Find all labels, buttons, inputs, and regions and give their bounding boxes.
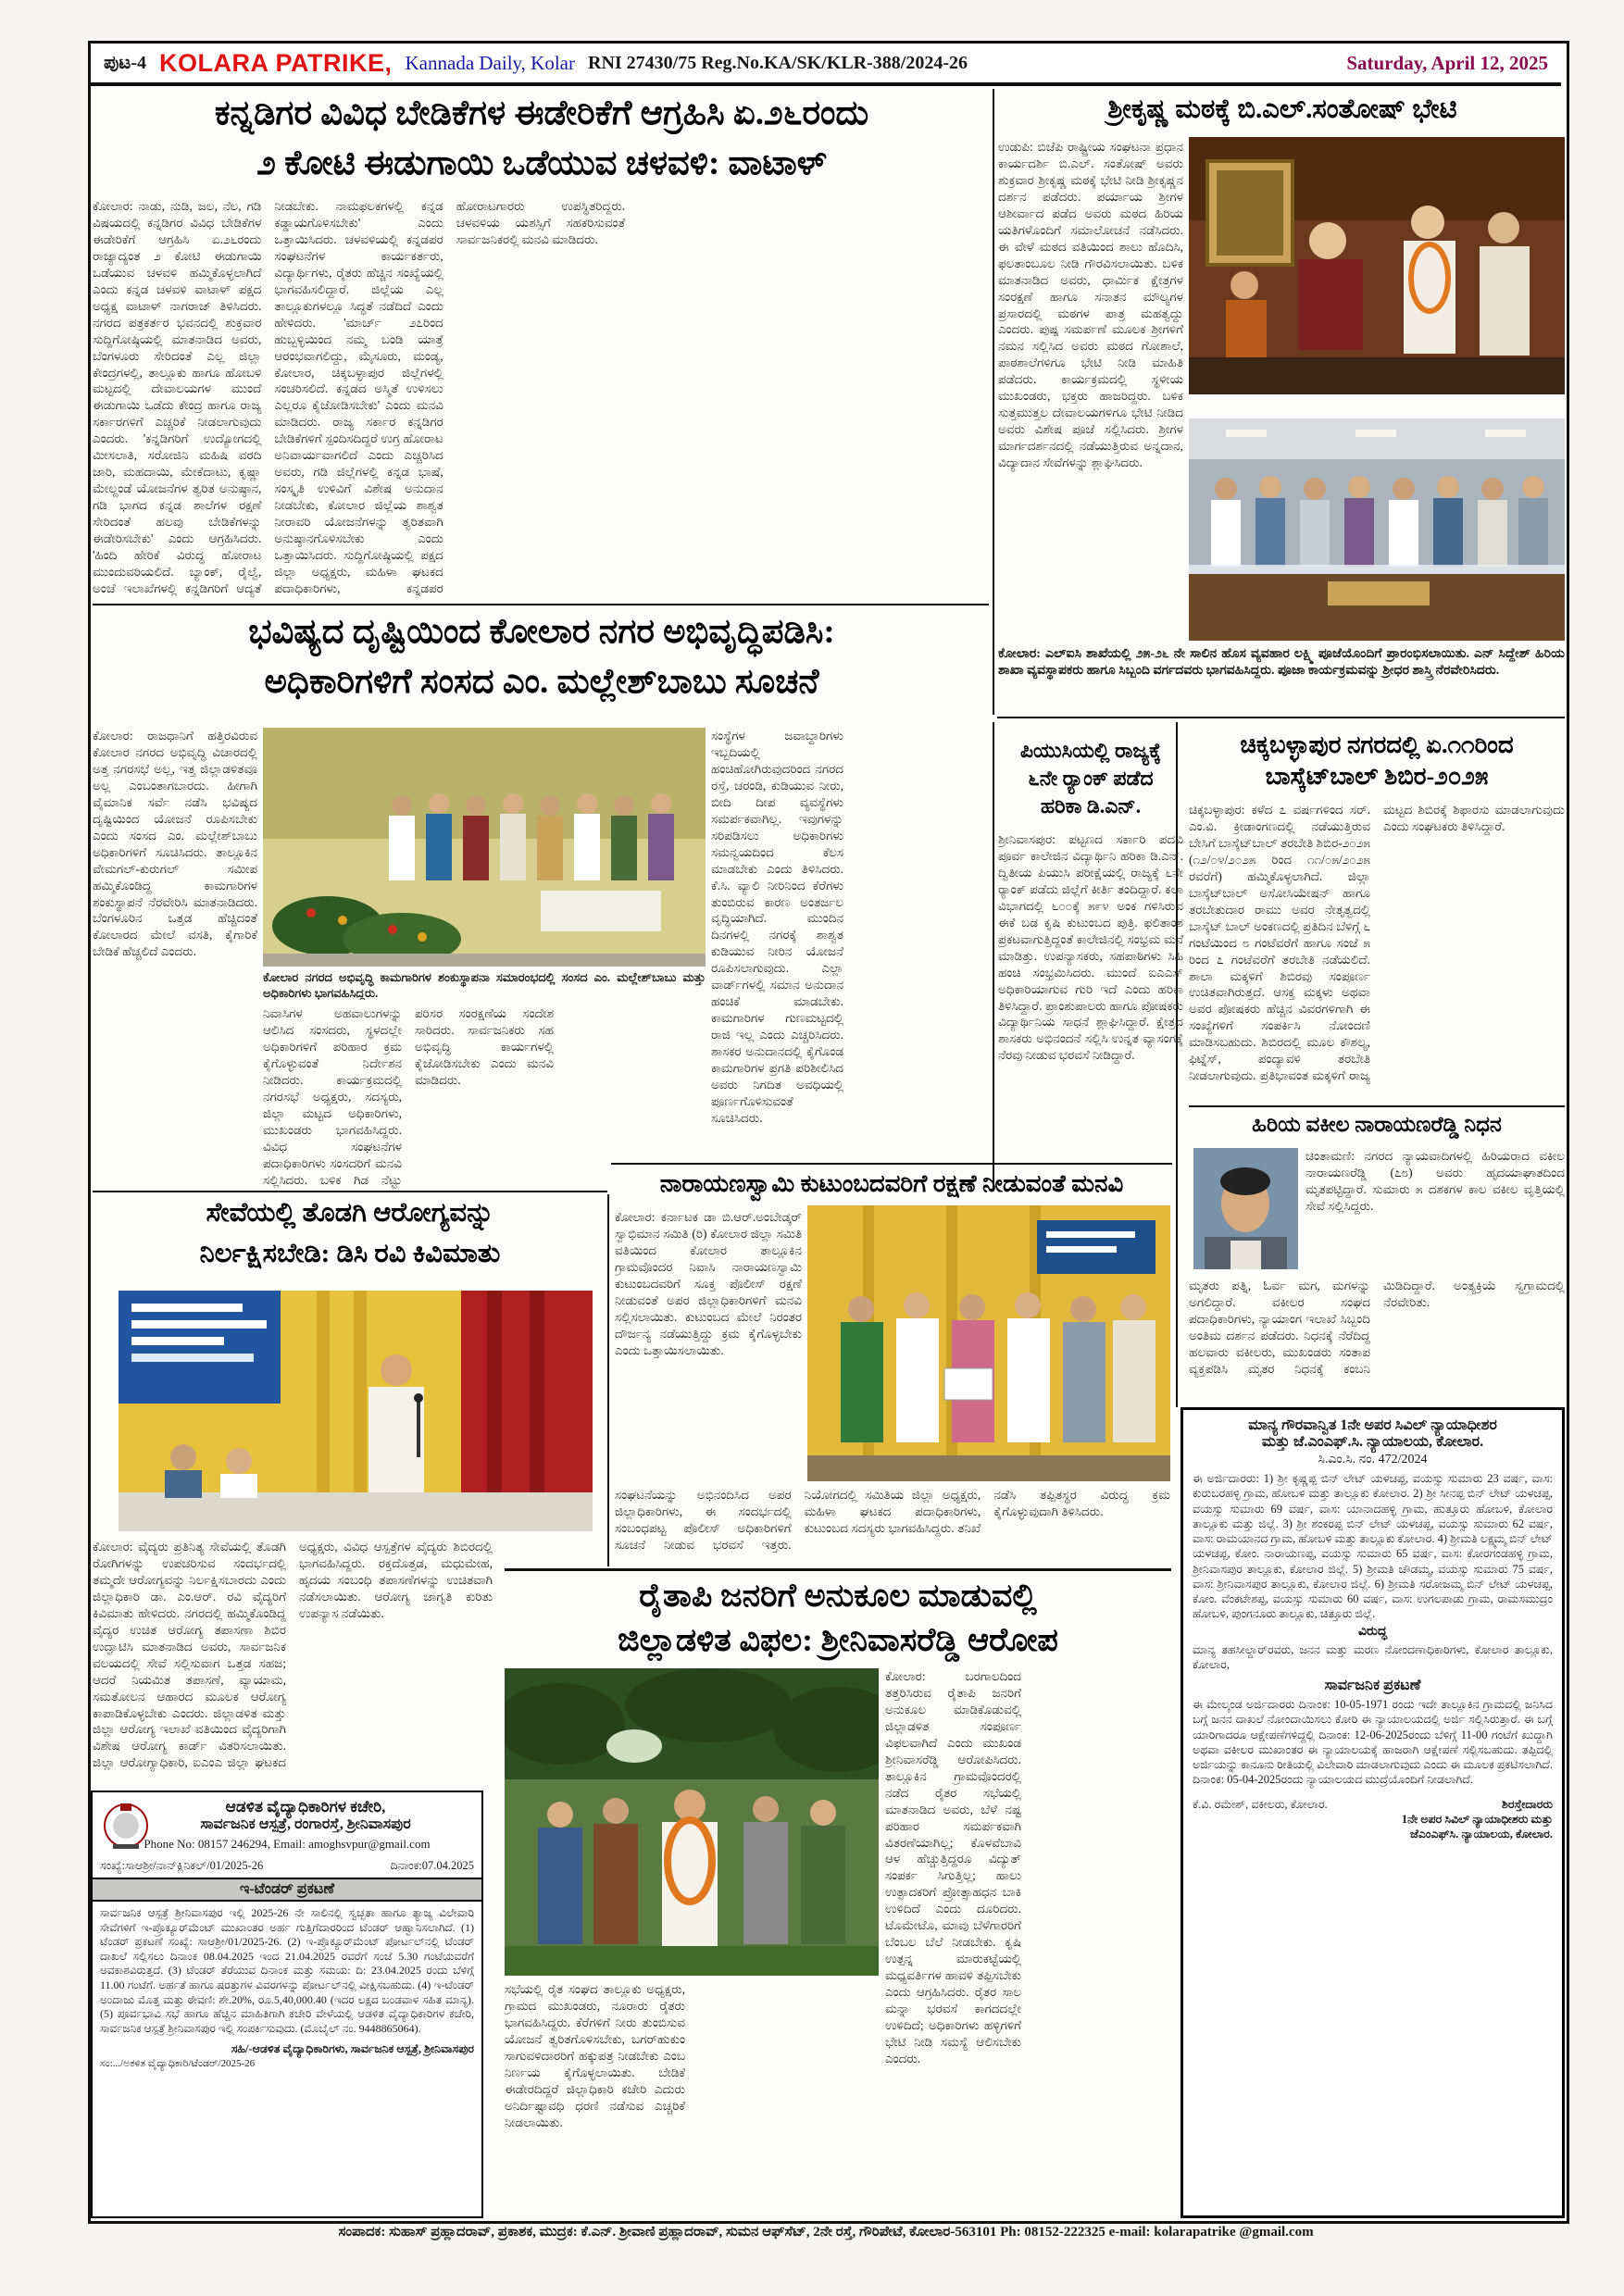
issue-date: Saturday, April 12, 2025 <box>1346 51 1548 74</box>
headline-basketball-line1: ಚಿಕ್ಕಬಳ್ಳಾಪುರ ನಗರದಲ್ಲಿ ಏ.೧೧ರಿಂದ <box>1240 731 1514 758</box>
section-rule <box>611 1163 1172 1165</box>
article-basketball-body: ಚಿಕ್ಕಬಳ್ಳಾಪುರ: ಕಳೆದ ೭ ವರ್ಷಗಳಿಂದ ಸರ್. ಎಂ.ವಿ. ಕ್ರೀಡಾಂಗಣದಲ್ಲಿ ನಡೆಯುತ್ತಿರುವ ಬೇಸಿಗೆ ಬಾಸ್ಕೆಟ್‌ಬಾಲ್ ತರಬೇತಿ ಶಿಬಿರ-೨೦೨೫ (೧೨/೦೪/೨೦೨೫ ರಿಂದ ೧೧/೦೫/೨೦೨೫ ರವರೆಗೆ) ಹಮ್ಮಿಕೊಳ್ಳಲಾಗಿದೆ. ಜಿಲ್ಲಾ ಬಾಸ್ಕೆಟ್‌ಬಾಲ್ ಅಸೋಸಿಯೇಷನ್ ಹಾಗೂ ತರಬೇತುದಾರ ರಾಮು ಅವರ ನೇತೃತ್ವದಲ್ಲಿ ಬಾಸ್ಕೆಟ್ ಬಾಲ್ ಅಂಕಣದಲ್ಲಿ ಪ್ರತಿದಿನ ಬೆಳಿಗ್ಗೆ ೬ ಗಂಟೆಯಿಂದ ೮ ಗಂಟೆವರೆಗೆ ಹಾಗೂ ಸಂಜೆ ೫ ರಿಂದ ೭ ಗಂಟೆವರೆಗೆ ತರಬೇತಿ ನಡೆಯಲಿದೆ. ಶಾಲಾ ಮಕ್ಕಳಿಗೆ ಶಿಬಿರವು ಸಂಪೂರ್ಣ ಉಚಿತವಾಗಿರುತ್ತದೆ. ಆಸಕ್ತ ಮಕ್ಕಳು ಅಥವಾ ಅವರ ಪೋಷಕರು ಹೆಚ್ಚಿನ ವಿವರಗಳಿಗಾಗಿ ಈ ಸಂಖ್ಯೆಗಳಿಗೆ ಸಂಪರ್ಕಿಸಿ ನೋಂದಣಿ ಮಾಡಿಸಬಹುದು. ಶಿಬಿರದಲ್ಲಿ ಮೂಲ ಕೌಶಲ್ಯ, ಫಿಟ್ನೆಸ್, ಪಂದ್ಯಾವಳಿ ತರಬೇತಿ ನೀಡಲಾಗುವುದು. ಪ್ರತಿಭಾವಂತ ಮಕ್ಕಳಿಗೆ ರಾಜ್ಯ ಮಟ್ಟದ ಶಿಬಿರಕ್ಕೆ ಶಿಫಾರಸು ಮಾಡಲಾಗುವುದು ಎಂದು ಸಂಘಟಕರು ತಿಳಿಸಿದ್ದಾರೆ. <box>1189 803 1565 1083</box>
headline-protection: ನಾರಾಯಣಸ್ವಾಮಿ ಕುಟುಂಬದವರಿಗೆ ರಕ್ಷಣೆ ನೀಡುವಂತೆ ಮನವಿ <box>659 1170 1124 1197</box>
court-parties: ಈ ಅರ್ಜಿದಾರರು: 1) ಶ್ರೀ ಕೃಷ್ಣಪ್ಪ ಬಿನ್ ಲೇಟ್ ಯಳಚಪ್ಪ, ವಯಸ್ಸು ಸುಮಾರು 23 ವರ್ಷ, ವಾಸ: ಕುರುಬರಹಳ್ಳಿ ಗ್ರಾಮ, ಹೋಬಳಿ ಮತ್ತು ತಾಲ್ಲೂಕು ಕೋಲಾರ. 2) ಶ್ರೀ ಸೀನಪ್ಪ ಬಿನ್ ಲೇಟ್ ಯಳಚಪ್ಪ, ವಯಸ್ಸು ಸುಮಾರು 69 ವರ್ಷ, ವಾಸ: ಯಾನಾದಹಳ್ಳಿ ಗ್ರಾಮ, ಹುತ್ತೂರು ಹೋಬಳಿ, ಕೋಲಾರ ತಾಲ್ಲೂಕು ಮತ್ತು ಜಿಲ್ಲೆ. 3) ಶ್ರೀ ಶಂಕರಪ್ಪ ಬಿನ್ ಲೇಟ್ ಯಳಚಪ್ಪ, ವಯಸ್ಸು ಸುಮಾರು 62 ವರ್ಷ, ವಾಸ: ರಾಮಯಾನದ ಗ್ರಾಮ, ಹೋಬಳಿ ಮತ್ತು ತಾಲ್ಲೂಕು ಕೋಲಾರ. 4) ಶ್ರೀಮತಿ ಲಕ್ಷ್ಮಮ್ಮ ಬಿನ್ ಲೇಟ್ ಯಳಚಪ್ಪ, ಕೋಂ. ನಾರಾಯಣಪ್ಪ, ವಯಸ್ಸು ಸುಮಾರು 65 ವರ್ಷ, ವಾಸ: ಕೋರಗಂಡಹಳ್ಳಿ ಗ್ರಾಮ, ಶ್ರೀನಿವಾಸಪುರ ತಾಲ್ಲೂಕು, ಕೋಲಾರ ಜಿಲ್ಲೆ. 5) ಶ್ರೀಮತಿ ಚೌಡಮ್ಮ, ವಯಸ್ಸು ಸುಮಾರು 75 ವರ್ಷ, ವಾಸ: ಶ್ರೀನಿವಾಸಪುರ ತಾಲ್ಲೂಕು, ಕೋಲಾರ ಜಿಲ್ಲೆ. 6) ಶ್ರೀಮತಿ ಸರೋಜಮ್ಮ ಬಿನ್ ಲೇಟ್ ಯಳಚಪ್ಪ, ಕೋಂ. ವೆಂಕಟೇಶಪ್ಪ, ವಯಸ್ಸು ಸುಮಾರು 60 ವರ್ಷ, ವಾಸ: ಉಗಲಪಾಡು ಗ್ರಾಮ, ರಾಮಸಮುದ್ರಂ ಹೋಬಳಿ, ಪುಂಗನೂರು ತಾಲ್ಲೂಕು, ಚಿತ್ತೂರು ಜಿಲ್ಲೆ. <box>1193 1472 1553 1621</box>
article-farmers-right-columns: ಕೋಲಾರ: ಬರಗಾಲದಿಂದ ತತ್ತರಿಸಿರುವ ರೈತಾಪಿ ಜನರಿಗೆ ಅನುಕೂಲ ಮಾಡಿಕೊಡುವಲ್ಲಿ ಜಿಲ್ಲಾಡಳಿತ ಸಂಪೂರ್ಣ ವಿಫಲವಾಗಿದೆ ಎಂದು ಮುಖಂಡ ಶ್ರೀನಿವಾಸರೆಡ್ಡಿ ಆರೋಪಿಸಿದರು. ತಾಲ್ಲೂಕಿನ ಗ್ರಾಮವೊಂದರಲ್ಲಿ ನಡೆದ ರೈತರ ಸಭೆಯಲ್ಲಿ ಮಾತನಾಡಿದ ಅವರು, ಬೆಳೆ ನಷ್ಟ ಪರಿಹಾರ ಸಮರ್ಪಕವಾಗಿ ವಿತರಣೆಯಾಗಿಲ್ಲ; ಕೊಳವೆಬಾವಿ ಆಳ ಹೆಚ್ಚುತ್ತಿದ್ದರೂ ವಿದ್ಯುತ್ ಸಂಪರ್ಕ ಸಿಗುತ್ತಿಲ್ಲ; ಹಾಲು ಉತ್ಪಾದಕರಿಗೆ ಪ್ರೋತ್ಸಾಹಧನ ಬಾಕಿ ಉಳಿದಿದೆ ಎಂದು ದೂರಿದರು. ಟೊಮೇಟೊ, ಮಾವು ಬೆಳೆಗಾರರಿಗೆ ಬೆಂಬಲ ಬೆಲೆ ನೀಡಬೇಕು. ಕೃಷಿ ಉತ್ಪನ್ನ ಮಾರುಕಟ್ಟೆಯಲ್ಲಿ ಮಧ್ಯವರ್ತಿಗಳ ಹಾವಳಿ ತಪ್ಪಿಸಬೇಕು ಎಂದು ಆಗ್ರಹಿಸಿದರು. ರೈತರ ಸಾಲ ಮನ್ನಾ ಭರವಸೆ ಕಾಗದದಲ್ಲೇ ಉಳಿದಿದೆ; ಅಧಿಕಾರಿಗಳು ಹಳ್ಳಿಗಳಿಗೆ ಭೇಟಿ ನೀಡಿ ಸಮಸ್ಯೆ ಆಲಿಸಬೇಕು ಎಂದರು. <box>885 1669 1021 2065</box>
headline-development-line1: ಭವಿಷ್ಯದ ದೃಷ್ಟಿಯಿಂದ ಕೋಲಾರ ನಗರ ಅಭಿವೃದ್ಧಿಪಡಿಸಿ: <box>248 613 835 651</box>
rni-registration: RNI 27430/75 Reg.No.KA/SK/KLR-388/2024-26 <box>588 52 968 73</box>
headline-dc-line1: ಸೇವೆಯಲ್ಲಿ ತೊಡಗಿ ಆರೋಗ್ಯವನ್ನು <box>206 1198 494 1228</box>
masthead <box>91 44 1561 86</box>
court-versus: ವಿರುದ್ಧ <box>1357 1624 1388 1639</box>
photo-lic-office <box>1189 418 1565 641</box>
court-name-line2: ಮತ್ತು ಜೆ.ಎಂಎಫ್.ಸಿ. ನ್ಯಾಯಾಲಯ, ಕೋಲಾರ. <box>1261 1434 1484 1450</box>
article-santosh-body: ಉಡುಪಿ: ಬಿಜೆಪಿ ರಾಷ್ಟ್ರೀಯ ಸಂಘಟನಾ ಪ್ರಧಾನ ಕಾರ್ಯದರ್ಶಿ ಬಿ.ಎಲ್. ಸಂತೋಷ್ ಅವರು ಶುಕ್ರವಾರ ಶ್ರೀಕೃಷ್ಣ ಮಠಕ್ಕೆ ಭೇಟಿ ನೀಡಿ ಶ್ರೀಕೃಷ್ಣನ ದರ್ಶನ ಪಡೆದರು. ಪರ್ಯಾಯ ಶ್ರೀಗಳ ಆಶೀರ್ವಾದ ಪಡೆದ ಅವರು ಮಠದ ಹಿರಿಯ ಯತಿಗಳೊಂದಿಗೆ ಸಮಾಲೋಚನೆ ನಡೆಸಿದರು. ಈ ವೇಳೆ ಮಠದ ವತಿಯಿಂದ ಶಾಲು ಹೊದಿಸಿ, ಫಲತಾಂಬೂಲ ನೀಡಿ ಗೌರವಿಸಲಾಯಿತು. ಬಳಿಕ ಮಾತನಾಡಿದ ಅವರು, ಧಾರ್ಮಿಕ ಕ್ಷೇತ್ರಗಳ ಸಂರಕ್ಷಣೆ ಹಾಗೂ ಸನಾತನ ಮೌಲ್ಯಗಳ ಪ್ರಸಾರದಲ್ಲಿ ಮಠಗಳ ಪಾತ್ರ ಮಹತ್ವದ್ದು ಎಂದರು. ಪುಷ್ಪ ಸಮರ್ಪಣೆ ಮೂಲಕ ಶ್ರೀಗಳಿಗೆ ನಮನ ಸಲ್ಲಿಸಿದ ಅವರು ಮಠದ ಗೋಶಾಲೆ, ಪಾಠಶಾಲೆಗಳಿಗೂ ಭೇಟಿ ನೀಡಿ ಮಾಹಿತಿ ಪಡೆದರು. ಕಾರ್ಯಕ್ರಮದಲ್ಲಿ ಸ್ಥಳೀಯ ಮುಖಂಡರು, ಭಕ್ತರು ಹಾಜರಿದ್ದರು. ಬಳಿಕ ಸುತ್ತಮುತ್ತಲ ದೇವಾಲಯಗಳಿಗೂ ಭೇಟಿ ನೀಡಿದ ಅವರು ವಿಶೇಷ ಪೂಜೆ ಸಲ್ಲಿಸಿದರು. ಶ್ರೀಗಳ ಮಾರ್ಗದರ್ಶನದಲ್ಲಿ ನಡೆಯುತ್ತಿರುವ ಅನ್ನದಾನ, ವಿದ್ಯಾದಾನ ಸೇವೆಗಳನ್ನು ಶ್ಲಾಘಿಸಿದರು. <box>998 140 1183 470</box>
article-obituary-body-bottom: ಮೃತರು ಪತ್ನಿ, ಓರ್ವ ಮಗ, ಮಗಳನ್ನು ಅಗಲಿದ್ದಾರೆ. ವಕೀಲರ ಸಂಘದ ಪದಾಧಿಕಾರಿಗಳು, ನ್ಯಾಯಾಂಗ ಇಲಾಖೆ ಸಿಬ್ಬಂದಿ ಅಂತಿಮ ದರ್ಶನ ಪಡೆದರು. ನಿಧನಕ್ಕೆ ನೆರೆದಿದ್ದ ಹಲವಾರು ವಕೀಲರು, ಮುಖಂಡರು ಸಂತಾಪ ವ್ಯಕ್ತಪಡಿಸಿ ಮೃತರ ನಿಧನಕ್ಕೆ ಕಂಬನಿ ಮಿಡಿದಿದ್ದಾರೆ. ಅಂತ್ಯಕ್ರಿಯೆ ಸ್ವಗ್ರಾಮದಲ್ಲಿ ನೆರವೇರಿತು. <box>1189 1279 1565 1376</box>
article-rank-body: ಶ್ರೀನಿವಾಸಪುರ: ಪಟ್ಟಣದ ಸರ್ಕಾರಿ ಪದವಿ ಪೂರ್ವ ಕಾಲೇಜಿನ ವಿದ್ಯಾರ್ಥಿನಿ ಹರಿಕಾ ಡಿ.ಎನ್. ದ್ವಿತೀಯ ಪಿಯುಸಿ ಪರೀಕ್ಷೆಯಲ್ಲಿ ರಾಜ್ಯಕ್ಕೆ ೬ನೇ ರ‍್ಯಾಂಕ್ ಪಡೆದು ಜಿಲ್ಲೆಗೆ ಕೀರ್ತಿ ತಂದಿದ್ದಾರೆ. ಕಲಾ ವಿಭಾಗದಲ್ಲಿ ೬೦೦ಕ್ಕೆ ೫೯೪ ಅಂಕ ಗಳಿಸಿರುವ ಈಕೆ ಬಡ ಕೃಷಿ ಕುಟುಂಬದ ಪುತ್ರಿ. ಫಲಿತಾಂಶ ಪ್ರಕಟವಾಗುತ್ತಿದ್ದಂತೆ ಕಾಲೇಜಿನಲ್ಲಿ ಸಂಭ್ರಮ ಮನೆ ಮಾಡಿತ್ತು. ಉಪನ್ಯಾಸಕರು, ಸಹಪಾಠಿಗಳು ಸಿಹಿ ಹಂಚಿ ಸಂಭ್ರಮಿಸಿದರು. ಮುಂದೆ ಐಎಎಸ್ ಅಧಿಕಾರಿಯಾಗುವ ಗುರಿ ಇದೆ ಎಂದು ಹರಿಕಾ ತಿಳಿಸಿದ್ದಾರೆ. ಪ್ರಾಂಶುಪಾಲರು ಹಾಗೂ ಪೋಷಕರು ವಿದ್ಯಾರ್ಥಿನಿಯ ಸಾಧನೆ ಶ್ಲಾಘಿಸಿದ್ದಾರೆ. ಕ್ಷೇತ್ರದ ಶಾಸಕರು ಅಭಿನಂದನೆ ಸಲ್ಲಿಸಿ ಉನ್ನತ ವ್ಯಾಸಂಗಕ್ಕೆ ನೆರವು ನೀಡುವ ಭರವಸೆ ನೀಡಿದ್ದಾರೆ. <box>998 832 1183 1063</box>
tender-office-line2: ಸಾರ್ವಜನಿಕ ಆಸ್ಪತ್ರೆ, ರಂಗಾರಸ್ತೆ, ಶ್ರೀನಿವಾಸಪುರ <box>200 1816 411 1832</box>
headline-development-line2: ಅಧಿಕಾರಿಗಳಿಗೆ ಸಂಸದ ಎಂ. ಮಲ್ಲೇಶ್‌ಬಾಬು ಸೂಚನೆ <box>264 663 819 701</box>
tender-office-line1: ಆಡಳಿತ ವೈದ್ಯಾಧಿಕಾರಿಗಳ ಕಚೇರಿ, <box>225 1798 386 1816</box>
photo-memorandum-handover <box>807 1205 1170 1481</box>
headline-demands-line2: ೨ ಕೋಟಿ ಈಡುಗಾಯಿ ಒಡೆಯುವ ಚಳವಳಿ: ವಾಟಾಳ್ <box>256 144 827 182</box>
tender-ref-number: ಸಂಖ್ಯೆ:ಸಾಆಶ್ರೀ/ನಾನ್‌ಕ್ಲಿನಿಕಲ್/01/2025-26 <box>100 1859 264 1872</box>
court-signature-left: ಕೆ.ವಿ. ರಮೇಶ್, ವಕೀಲರು, ಕೋಲಾರ. <box>1193 1797 1328 1811</box>
section-rule <box>505 1568 1171 1571</box>
headline-demands-line1: ಕನ್ನಡಿಗರ ವಿವಿಧ ಬೇಡಿಕೆಗಳ ಈಡೇರಿಕೆಗೆ ಆಗ್ರಹಿಸಿ ಏ.೨೬ರಂದು <box>214 94 869 132</box>
tender-phone-email: Phone No: 08157 246294, Email: amoghsvpur@gmail.com <box>144 1837 431 1851</box>
page-number-label: ಪುಟ-4 <box>104 52 147 73</box>
section-rule <box>93 1191 607 1192</box>
article-obituary-body-top: ಚಿಂತಾಮಣಿ: ನಗರದ ನ್ಯಾಯವಾದಿಗಳಲ್ಲಿ ಹಿರಿಯರಾದ ವಕೀಲ ನಾರಾಯಣರೆಡ್ಡಿ (೭೮) ಅವರು ಹೃದಯಾಘಾತದಿಂದ ಮೃತಪಟ್ಟಿದ್ದಾರೆ. ಸುಮಾರು ೫ ದಶಕಗಳ ಕಾಲ ವಕೀಲ ವೃತ್ತಿಯಲ್ಲಿ ಸೇವೆ ಸಲ್ಲಿಸಿದ್ದರು. <box>1305 1149 1565 1213</box>
tender-body: ಸಾರ್ವಜನಿಕ ಆಸ್ಪತ್ರೆ ಶ್ರೀನಿವಾಸಪುರ ಇಲ್ಲಿ 2025-26 ನೇ ಸಾಲಿನಲ್ಲಿ ಸ್ವಚ್ಛತಾ ಹಾಗೂ ತ್ಯಾಜ್ಯ ವಿಲೇವಾರಿ ಸೇವೆಗಳಿಗೆ ಇ-ಪ್ರೊಕ್ಯೂರ್‌ಮೆಂಟ್ ಮುಖಾಂತರ ಅರ್ಹ ಗುತ್ತಿಗೆದಾರರಿಂದ ಟೆಂಡರ್ ಆಹ್ವಾನಿಸಲಾಗಿದೆ. (1) ಟೆಂಡರ್ ಪ್ರಕಟಣೆ ಸಂಖ್ಯೆ: ಸಾಆಶ್ರೀ/01/2025-26. (2) ಇ-ಪ್ರೊಕ್ಯೂರ್‌ಮೆಂಟ್ ಪೋರ್ಟಲ್‌ನಲ್ಲಿ ಟೆಂಡರ್ ದಾಖಲೆ ಸಲ್ಲಿಸಲು ದಿನಾಂಕ 08.04.2025 ಇಂದ 21.04.2025 ರವರೆಗೆ ಸಂಜೆ 5.30 ಗಂಟೆಯವರೆಗೆ ಅವಕಾಶವಿರುತ್ತದೆ. (3) ಟೆಂಡರ್ ತೆರೆಯುವ ದಿನಾಂಕ ಮತ್ತು ಸಮಯ: ದಿ: 23.04.2025 ರಂದು ಬೆಳಿಗ್ಗೆ 11.00 ಗಂಟೆಗೆ. ಅರ್ಹತೆ ಹಾಗೂ ಷರತ್ತುಗಳ ವಿವರಗಳನ್ನು ಪೋರ್ಟಲ್‌ನಲ್ಲಿ ವೀಕ್ಷಿಸಬಹುದು. (4) ಇ-ಟೆಂಡರ್ ಅಂದಾಜು ಮೊತ್ತ ಮತ್ತು ಠೇವಣಿ: ಶೇ.20%, ರೂ.5,40,000.40 (ಇದರ ಲಕ್ಷದ ಬಂಡವಾಳ ಸಹಿತ ಮಾನ್ಯ). (5) ಪೂರ್ವಭಾವಿ ಸಭೆ ಹಾಗೂ ಹೆಚ್ಚಿನ ಮಾಹಿತಿಗಾಗಿ ಕಚೇರಿ ವೇಳೆಯಲ್ಲಿ ಆಡಳಿತ ವೈದ್ಯಾಧಿಕಾರಿಗಳ ಕಚೇರಿ, ಸಾರ್ವಜನಿಕ ಆಸ್ಪತ್ರೆ ಶ್ರೀನಿವಾಸಪುರ ಇಲ್ಲಿ ಸಂಪರ್ಕಿಸುವುದು. (ಮೊಬೈಲ್ ನಂ. 9448865064). <box>100 1906 474 2035</box>
article-demands-body: ಕೋಲಾರ: ನಾಡು, ನುಡಿ, ಜಲ, ನೆಲ, ಗಡಿ ವಿಷಯದಲ್ಲಿ ಕನ್ನಡಿಗರ ವಿವಿಧ ಬೇಡಿಕೆಗಳ ಈಡೇರಿಕೆಗೆ ಆಗ್ರಹಿಸಿ ಏ.೨೬ರಂದು ರಾಜ್ಯಾದ್ಯಂತ ೨ ಕೋಟಿ ಈಡುಗಾಯಿ ಒಡೆಯುವ ಚಳವಳಿ ಹಮ್ಮಿಕೊಳ್ಳಲಾಗಿದೆ ಎಂದು ಕನ್ನಡ ಚಳವಳಿ ವಾಟಾಳ್ ಪಕ್ಷದ ಅಧ್ಯಕ್ಷ ವಾಟಾಳ್ ನಾಗರಾಜ್ ತಿಳಿಸಿದರು. ನಗರದ ಪತ್ರಕರ್ತರ ಭವನದಲ್ಲಿ ಶುಕ್ರವಾರ ಸುದ್ದಿಗೋಷ್ಠಿಯಲ್ಲಿ ಮಾತನಾಡಿದ ಅವರು, ಬೆಂಗಳೂರು ಸೇರಿದಂತೆ ಎಲ್ಲ ಜಿಲ್ಲಾ ಕೇಂದ್ರಗಳಲ್ಲಿ, ತಾಲ್ಲೂಕು ಹಾಗೂ ಹೋಬಳಿ ಮಟ್ಟದಲ್ಲಿ ದೇವಾಲಯಗಳ ಮುಂದೆ ಈಡುಗಾಯಿ ಒಡೆದು ಕೇಂದ್ರ ಹಾಗೂ ರಾಜ್ಯ ಸರ್ಕಾರಗಳಿಗೆ ಎಚ್ಚರಿಕೆ ನೀಡಲಾಗುವುದು ಎಂದರು. 'ಕನ್ನಡಿಗರಿಗೆ ಉದ್ಯೋಗದಲ್ಲಿ ಮೀಸಲಾತಿ, ಸರೋಜಿನಿ ಮಹಿಷಿ ವರದಿ ಜಾರಿ, ಮಹದಾಯಿ, ಮೇಕೆದಾಟು, ಕೃಷ್ಣಾ ಮೇಲ್ದಂಡೆ ಯೋಜನೆಗಳ ತ್ವರಿತ ಅನುಷ್ಠಾನ, ಗಡಿ ಭಾಗದ ಕನ್ನಡ ಶಾಲೆಗಳ ರಕ್ಷಣೆ ಸೇರಿದಂತೆ ಹಲವು ಬೇಡಿಕೆಗಳನ್ನು ಈಡೇರಿಸಬೇಕು' ಎಂದು ಆಗ್ರಹಿಸಿದರು. 'ಹಿಂದಿ ಹೇರಿಕೆ ವಿರುದ್ಧ ಹೋರಾಟ ಮುಂದುವರಿಯಲಿದೆ. ಬ್ಯಾಂಕ್, ರೈಲ್ವೆ, ಅಂಚೆ ಇಲಾಖೆಗಳಲ್ಲಿ ಕನ್ನಡಿಗರಿಗೆ ಆದ್ಯತೆ ನೀಡಬೇಕು. ನಾಮಫಲಕಗಳಲ್ಲಿ ಕನ್ನಡ ಕಡ್ಡಾಯಗೊಳಿಸಬೇಕು' ಎಂದು ಒತ್ತಾಯಿಸಿದರು. ಚಳವಳಿಯಲ್ಲಿ ಕನ್ನಡಪರ ಸಂಘಟನೆಗಳ ಕಾರ್ಯಕರ್ತರು, ವಿದ್ಯಾರ್ಥಿಗಳು, ರೈತರು ಹೆಚ್ಚಿನ ಸಂಖ್ಯೆಯಲ್ಲಿ ಭಾಗವಹಿಸಲಿದ್ದಾರೆ. ಜಿಲ್ಲೆಯ ಎಲ್ಲ ತಾಲ್ಲೂಕುಗಳಲ್ಲೂ ಸಿದ್ಧತೆ ನಡೆದಿದೆ ಎಂದು ಹೇಳಿದರು. 'ಮಾರ್ಚ್ ೨೭ರಿಂದ ಹುಬ್ಬಳ್ಳಿಯಿಂದ ನಮ್ಮ ಬಂಡಿ ಯಾತ್ರೆ ಆರಂಭವಾಗಲಿದ್ದು, ಮೈಸೂರು, ಮಂಡ್ಯ, ಕೋಲಾರ, ಚಿಕ್ಕಬಳ್ಳಾಪುರ ಜಿಲ್ಲೆಗಳಲ್ಲಿ ಸಂಚರಿಸಲಿದೆ. ಕನ್ನಡದ ಅಸ್ಮಿತೆ ಉಳಿಸಲು ಎಲ್ಲರೂ ಕೈಜೋಡಿಸಬೇಕು' ಎಂದು ಮನವಿ ಮಾಡಿದರು. ರಾಜ್ಯ ಸರ್ಕಾರ ಕನ್ನಡಿಗರ ಬೇಡಿಕೆಗಳಿಗೆ ಸ್ಪಂದಿಸದಿದ್ದರೆ ಉಗ್ರ ಹೋರಾಟ ಅನಿವಾರ್ಯವಾಗಲಿದೆ ಎಂದು ಎಚ್ಚರಿಸಿದ ಅವರು, ಗಡಿ ಜಿಲ್ಲೆಗಳಲ್ಲಿ ಕನ್ನಡ ಭಾಷೆ, ಸಂಸ್ಕೃತಿ ಉಳಿವಿಗೆ ವಿಶೇಷ ಅನುದಾನ ನೀಡಬೇಕು, ಕೋಲಾರ ಜಿಲ್ಲೆಯ ಶಾಶ್ವತ ನೀರಾವರಿ ಯೋಜನೆಗಳನ್ನು ತ್ವರಿತವಾಗಿ ಅನುಷ್ಠಾನಗೊಳಿಸಬೇಕು ಎಂದು ಒತ್ತಾಯಿಸಿದರು. ಸುದ್ದಿಗೋಷ್ಠಿಯಲ್ಲಿ ಪಕ್ಷದ ಜಿಲ್ಲಾ ಅಧ್ಯಕ್ಷರು, ಮಹಿಳಾ ಘಟಕದ ಪದಾಧಿಕಾರಿಗಳು, ಕನ್ನಡಪರ ಹೋರಾಟಗಾರರು ಉಪಸ್ಥಿತರಿದ್ದರು. ಚಳವಳಿಯ ಯಶಸ್ಸಿಗೆ ಸಹಕರಿಸುವಂತೆ ಸಾರ್ವಜನಿಕರಲ್ಲಿ ಮನವಿ ಮಾಡಿದರು. <box>93 199 626 595</box>
photo-development-event <box>263 728 706 967</box>
headline-dc-line2: ನಿರ್ಲಕ್ಷಿಸಬೇಡಿ: ಡಿಸಿ ರವಿ ಕಿವಿಮಾತು <box>199 1239 501 1268</box>
headline-rank-line1: ಪಿಯುಸಿಯಲ್ಲಿ ರಾಜ್ಯಕ್ಕೆ <box>1019 739 1162 762</box>
article-dc-body: ಕೋಲಾರ: ವೈದ್ಯರು ಪ್ರತಿನಿತ್ಯ ಸೇವೆಯಲ್ಲಿ ತೊಡಗಿ ರೋಗಿಗಳನ್ನು ಉಪಚರಿಸುವ ಸಂದರ್ಭದಲ್ಲಿ ತಮ್ಮದೇ ಆರೋಗ್ಯವನ್ನು ನಿರ್ಲಕ್ಷಿಸಬಾರದು ಎಂದು ಜಿಲ್ಲಾಧಿಕಾರಿ ಡಾ. ಎಂ.ಆರ್. ರವಿ ವೈದ್ಯರಿಗೆ ಕಿವಿಮಾತು ಹೇಳಿದರು. ನಗರದಲ್ಲಿ ಹಮ್ಮಿಕೊಂಡಿದ್ದ ವೈದ್ಯರ ಉಚಿತ ಆರೋಗ್ಯ ತಪಾಸಣಾ ಶಿಬಿರ ಉದ್ಘಾಟಿಸಿ ಮಾತನಾಡಿದ ಅವರು, ಸಾರ್ವಜನಿಕ ವಲಯದಲ್ಲಿ ಸೇವೆ ಸಲ್ಲಿಸುವಾಗ ಒತ್ತಡ ಸಹಜ; ಆದರೆ ನಿಯಮಿತ ತಪಾಸಣೆ, ವ್ಯಾಯಾಮ, ಸಮತೋಲನ ಆಹಾರದ ಮೂಲಕ ಆರೋಗ್ಯ ಕಾಪಾಡಿಕೊಳ್ಳಬೇಕು ಎಂದರು. ಜಿಲ್ಲಾಡಳಿತ ಮತ್ತು ಜಿಲ್ಲಾ ಆರೋಗ್ಯ ಇಲಾಖೆ ವತಿಯಿಂದ ವೈದ್ಯರಿಗಾಗಿ ವಿಶೇಷ ಆರೋಗ್ಯ ಕಾರ್ಡ್ ವಿತರಿಸಲಾಯಿತು. ಜಿಲ್ಲಾ ಆರೋಗ್ಯಾಧಿಕಾರಿ, ಐಎಂಎ ಜಿಲ್ಲಾ ಘಟಕದ ಅಧ್ಯಕ್ಷರು, ವಿವಿಧ ಆಸ್ಪತ್ರೆಗಳ ವೈದ್ಯರು ಶಿಬಿರದಲ್ಲಿ ಭಾಗವಹಿಸಿದ್ದರು. ರಕ್ತದೊತ್ತಡ, ಮಧುಮೇಹ, ಹೃದಯ ಸಂಬಂಧಿ ತಪಾಸಣೆಗಳನ್ನು ಉಚಿತವಾಗಿ ನಡೆಸಲಾಯಿತು. ಆರೋಗ್ಯ ಜಾಗೃತಿ ಕುರಿತು ಉಪನ್ಯಾಸ ನಡೆಯಿತು. <box>93 1540 493 1770</box>
article-protection-left: ಕೋಲಾರ: ಕರ್ನಾಟಕ ಡಾ ಬಿ.ಆರ್.ಅಂಬೇಡ್ಕರ್ ಸ್ವಾಭಿಮಾನ ಸಮಿತಿ (ರಿ) ಕೋಲಾರ ಜಿಲ್ಲಾ ಸಮಿತಿ ವತಿಯಿಂದ ಕೋಲಾರ ತಾಲ್ಲೂಕಿನ ಗ್ರಾಮವೊಂದರ ನಿವಾಸಿ ನಾರಾಯಣಸ್ವಾಮಿ ಕುಟುಂಬದವರಿಗೆ ಸೂಕ್ತ ಪೊಲೀಸ್ ರಕ್ಷಣೆ ನೀಡುವಂತೆ ಅಪರ ಜಿಲ್ಲಾಧಿಕಾರಿಗಳಿಗೆ ಮನವಿ ಸಲ್ಲಿಸಲಾಯಿತು. ಕುಟುಂಬದ ಮೇಲೆ ನಿರಂತರ ದೌರ್ಜನ್ಯ ನಡೆಯುತ್ತಿದ್ದು ಕ್ರಮ ಕೈಗೊಳ್ಳಬೇಕು ಎಂದು ಒತ್ತಾಯಿಸಲಾಯಿತು. <box>615 1210 802 1357</box>
article-development-below-photo: ನಿವಾಸಿಗಳ ಅಹವಾಲುಗಳನ್ನು ಆಲಿಸಿದ ಸಂಸದರು, ಸ್ಥಳದಲ್ಲೇ ಅಧಿಕಾರಿಗಳಿಗೆ ಪರಿಹಾರ ಕ್ರಮ ಕೈಗೊಳ್ಳುವಂತೆ ನಿರ್ದೇಶನ ನೀಡಿದರು. ಕಾರ್ಯಕ್ರಮದಲ್ಲಿ ನಗರಸಭೆ ಅಧ್ಯಕ್ಷರು, ಸದಸ್ಯರು, ಜಿಲ್ಲಾ ಮಟ್ಟದ ಅಧಿಕಾರಿಗಳು, ಮುಖಂಡರು ಭಾಗವಹಿಸಿದ್ದರು. ವಿವಿಧ ಸಂಘಟನೆಗಳ ಪದಾಧಿಕಾರಿಗಳು ಸಂಸದರಿಗೆ ಮನವಿ ಸಲ್ಲಿಸಿದರು. ಬಳಿಕ ಗಿಡ ನೆಟ್ಟು ಪರಿಸರ ಸಂರಕ್ಷಣೆಯ ಸಂದೇಶ ಸಾರಿದರು. ಸಾರ್ವಜನಿಕರು ಸಹ ಅಭಿವೃದ್ಧಿ ಕಾರ್ಯಗಳಲ್ಲಿ ಕೈಜೋಡಿಸಬೇಕು ಎಂದು ಮನವಿ ಮಾಡಿದರು. <box>263 1006 554 1187</box>
article-protection-below: ಸಂಘಟನೆಯನ್ನು ಅಭಿನಂದಿಸಿದ ಅಪರ ಜಿಲ್ಲಾಧಿಕಾರಿಗಳು, ಈ ಸಂದರ್ಭದಲ್ಲಿ ಸಂಬಂಧಪಟ್ಟ ಪೊಲೀಸ್ ಅಧಿಕಾರಿಗಳಿಗೆ ಸೂಚನೆ ನೀಡುವ ಭರವಸೆ ಇತ್ತರು. ನಿಯೋಗದಲ್ಲಿ ಸಮಿತಿಯ ಜಿಲ್ಲಾ ಅಧ್ಯಕ್ಷರು, ಮಹಿಳಾ ಘಟಕದ ಪದಾಧಿಕಾರಿಗಳು, ಕುಟುಂಬದ ಸದಸ್ಯರು ಭಾಗವಹಿಸಿದ್ದರು. ತನಿಖೆ ನಡೆಸಿ ತಪ್ಪಿತಸ್ಥರ ವಿರುದ್ಧ ಕ್ರಮ ಕೈಗೊಳ್ಳುವುದಾಗಿ ತಿಳಿಸಿದರು. <box>615 1488 1170 1552</box>
tender-signature: ಸಹಿ/-ಆಡಳಿತ ವೈದ್ಯಾಧಿಕಾರಿಗಳು, ಸಾರ್ವಜನಿಕ ಆಸ್ಪತ್ರೆ, ಶ್ರೀನಿವಾಸಪುರ <box>231 2042 474 2056</box>
court-name-line1: ಮಾನ್ಯ ಗೌರವಾನ್ವಿತ 1ನೇ ಅಪರ ಸಿವಿಲ್ ನ್ಯಾಯಾಧೀಶರ <box>1248 1417 1497 1433</box>
court-signature-right3: ಜೆಎಂಎಫ್‌ಸಿ. ನ್ಯಾಯಾಲಯ, ಕೋಲಾರ. <box>1409 1828 1553 1841</box>
column-divider <box>993 89 994 715</box>
imprint-line: ಸಂಪಾದಕ: ಸುಹಾಸ್ ಪ್ರಹ್ಲಾದರಾವ್, ಪ್ರಕಾಶಕ, ಮುದ್ರಕ: ಕೆ.ಎನ್. ಶ್ರೀವಾಣಿ ಪ್ರಹ್ಲಾದರಾವ್, ಸುಮನ ಆಫ್‌ಸೆಟ್, 2ನೇ ರಸ್ತೆ, ಗೌರಿಪೇಟೆ, ಕೋಲಾರ-563101 Ph: 08152-222325 e-mail: kolarapatrike @gmail.com <box>338 2225 1314 2240</box>
section-rule <box>1189 1105 1565 1107</box>
article-development-right-columns: ಸಂಸ್ಥೆಗಳ ಜವಾಬ್ದಾರಿಗಳು ಇಬ್ಬದಿಯಲ್ಲಿ ಹಂಚಿಹೋಗಿರುವುದರಿಂದ ನಗರದ ರಸ್ತೆ, ಚರಂಡಿ, ಕುಡಿಯುವ ನೀರು, ಬೀದಿ ದೀಪ ವ್ಯವಸ್ಥೆಗಳು ಸಮರ್ಪಕವಾಗಿಲ್ಲ. ಇವುಗಳನ್ನು ಸರಿಪಡಿಸಲು ಅಧಿಕಾರಿಗಳು ಸಮನ್ವಯದಿಂದ ಕೆಲಸ ಮಾಡಬೇಕು ಎಂದು ತಿಳಿಸಿದರು. ಕೆ.ಸಿ. ವ್ಯಾಲಿ ನೀರಿನಿಂದ ಕೆರೆಗಳು ತುಂಬಿರುವ ಕಾರಣ ಅಂತರ್ಜಲ ವೃದ್ಧಿಯಾಗಿದೆ. ಮುಂದಿನ ದಿನಗಳಲ್ಲಿ ನಗರಕ್ಕೆ ಶಾಶ್ವತ ಕುಡಿಯುವ ನೀರಿನ ಯೋಜನೆ ರೂಪಿಸಲಾಗುವುದು. ಎಲ್ಲಾ ವಾರ್ಡ್‌ಗಳಲ್ಲಿ ಸಮಾನ ಅನುದಾನ ಹಂಚಿಕೆ ಮಾಡಬೇಕು. ಕಾಮಗಾರಿಗಳ ಗುಣಮಟ್ಟದಲ್ಲಿ ರಾಜಿ ಇಲ್ಲ ಎಂದು ಎಚ್ಚರಿಸಿದರು. ಶಾಸಕರ ಅನುದಾನದಲ್ಲಿ ಕೈಗೊಂಡ ಕಾಮಗಾರಿಗಳ ಪ್ರಗತಿ ಪರಿಶೀಲಿಸಿದ ಅವರು ನಿಗದಿತ ಅವಧಿಯಲ್ಲಿ ಪೂರ್ಣಗೊಳಿಸುವಂತೆ ಸೂಚಿಸಿದರು. <box>711 729 843 1125</box>
article-farmers-below-photo: ಸಭೆಯಲ್ಲಿ ರೈತ ಸಂಘದ ತಾಲ್ಲೂಕು ಅಧ್ಯಕ್ಷರು, ಗ್ರಾಮದ ಮುಖಂಡರು, ನೂರಾರು ರೈತರು ಭಾಗವಹಿಸಿದ್ದರು. ಕೆರೆಗಳಿಗೆ ನೀರು ತುಂಬಿಸುವ ಯೋಜನೆ ತ್ವರಿತಗೊಳಿಸಬೇಕು, ಬಗರ್‌ಹುಕುಂ ಸಾಗುವಳಿದಾರರಿಗೆ ಹಕ್ಕುಪತ್ರ ನೀಡಬೇಕು ಎಂಬ ನಿರ್ಣಯ ಕೈಗೊಳ್ಳಲಾಯಿತು. ಬೇಡಿಕೆ ಈಡೇರದಿದ್ದರೆ ಜಿಲ್ಲಾಧಿಕಾರಿ ಕಚೇರಿ ಎದುರು ಅನಿರ್ದಿಷ್ಟಾವಧಿ ಧರಣಿ ನಡೆಸುವ ಎಚ್ಚರಿಕೆ ನೀಡಲಾಯಿತು. <box>505 1982 685 2129</box>
court-case-number: ಸಿ.ಎಂ.ಸಿ. ನಂ. 472/2024 <box>1318 1453 1428 1466</box>
tender-signature-ref: ಸಂ:.../ಅಕಳಿತ ವೈದ್ಯಾಧಿಕಾರಿ/ಟೆಂಡರ್/2025-26 <box>100 2057 256 2069</box>
court-notice-box <box>1181 1407 1565 2218</box>
photo-dc-speech <box>119 1291 593 1531</box>
headline-santosh-visit: ಶ್ರೀಕೃಷ್ಣ ಮಠಕ್ಕೆ ಬಿ.ಎಲ್.ಸಂತೋಷ್ ಭೇಟಿ <box>1107 94 1457 124</box>
caption-development-photo: ಕೋಲಾರ ನಗರದ ಅಭಿವೃದ್ಧಿ ಕಾಮಗಾರಿಗಳ ಶಂಕುಸ್ಥಾಪನಾ ಸಮಾರಂಭದಲ್ಲಿ ಸಂಸದ ಎಂ. ಮಲ್ಲೇಶ್‌ಬಾಬು ಮತ್ತು ಅಧಿಕಾರಿಗಳು ಭಾಗವಹಿಸಿದ್ದರು. <box>263 970 706 1000</box>
karnataka-emblem-icon <box>102 1800 150 1858</box>
headline-farmers-line2: ಜಿಲ್ಲಾಡಳಿತ ವಿಫಲ: ಶ್ರೀನಿವಾಸರೆಡ್ಡಿ ಆರೋಪ <box>618 1622 1058 1658</box>
photo-obituary-portrait <box>1193 1148 1298 1269</box>
headline-farmers-line1: ರೈತಾಪಿ ಜನರಿಗೆ ಅನುಕೂಲ ಮಾಡುವಲ್ಲಿ <box>639 1578 1037 1614</box>
court-signature-right2: 1ನೇ ಅಪರ ಸಿವಿಲ್ ನ್ಯಾಯಾಧೀಶರು ಮತ್ತು <box>1401 1812 1553 1826</box>
section-rule <box>997 717 1565 718</box>
headline-rank-line2: ೬ನೇ ರ‍್ಯಾಂಕ್ ಪಡೆದ <box>1028 767 1154 790</box>
newspaper-title: KOLARA PATRIKE, <box>159 48 393 77</box>
court-signature-right1: ಶಿರಸ್ತೇದಾರರು <box>1502 1797 1553 1811</box>
court-respondent: ಮಾನ್ಯ ತಹಸೀಲ್ದಾರ್‌ರವರು, ಜನನ ಮತ್ತು ಮರಣ ನೋಂದಣಾಧಿಕಾರಿಗಳು, ಕೋಲಾರ ತಾಲ್ಲೂಕು, ಕೋಲಾರ, <box>1193 1642 1553 1671</box>
headline-basketball-line2: ಬಾಸ್ಕೆಟ್‌ಬಾಲ್ ಶಿಬಿರ-೨೦೨೫ <box>1265 763 1489 790</box>
column-divider <box>993 722 994 1191</box>
public-notice-heading: ಸಾರ್ವಜನಿಕ ಪ್ರಕಟಣೆ <box>1324 1678 1421 1693</box>
photo-farmers-leader <box>505 1668 879 1976</box>
section-rule <box>93 604 989 605</box>
article-development-left-column: ಕೋಲಾರ: ರಾಜಧಾನಿಗೆ ಹತ್ತಿರವಿರುವ ಕೋಲಾರ ನಗರದ ಅಭಿವೃದ್ಧಿ ವಿಚಾರದಲ್ಲಿ ಅತ್ತ ನಗರಸಭೆ ಅಲ್ಲ, ಇತ್ತ ಜಿಲ್ಲಾಡಳಿತವೂ ಅಲ್ಲ ಎಂಬಂತಾಗಬಾರದು. ಹೀಗಾಗಿ ವೈಮಾನಿಕ ಸರ್ವೆ ನಡೆಸಿ ಭವಿಷ್ಯದ ದೃಷ್ಟಿಯಿಂದ ಯೋಜನೆ ರೂಪಿಸಬೇಕು ಎಂದು ಸಂಸದ ಎಂ. ಮಲ್ಲೇಶ್‌ಬಾಬು ಅಧಿಕಾರಿಗಳಿಗೆ ಸೂಚಿಸಿದರು. ತಾಲ್ಲೂಕಿನ ವೇಮಗಲ್-ಕುರುಗಲ್ ಸಮೀಪ ಹಮ್ಮಿಕೊಂಡಿದ್ದ ಕಾಮಗಾರಿಗಳ ಶಂಕುಸ್ಥಾಪನೆ ನೆರವೇರಿಸಿ ಮಾತನಾಡಿದರು. ಬೆಂಗಳೂರಿನ ಒತ್ತಡ ಹೆಚ್ಚಿದಂತೆ ಕೋಲಾರದ ಮೇಲೆ ವಸತಿ, ಕೈಗಾರಿಕೆ ಬೇಡಿಕೆ ಹೆಚ್ಚಲಿದೆ ಎಂದರು. <box>93 729 257 959</box>
tender-notice-box <box>91 1791 483 2218</box>
tender-ref-date: ದಿನಾಂಕ:07.04.2025 <box>390 1859 474 1872</box>
etender-heading: ಇ-ಟೆಂಡರ್ ಪ್ರಕಟಣೆ <box>93 1878 481 1902</box>
newspaper-subtitle: Kannada Daily, Kolar <box>405 51 575 74</box>
column-divider <box>607 1194 609 1566</box>
headline-rank-line3: ಹರಿಕಾ ಡಿ.ಎನ್. <box>1040 794 1142 817</box>
headline-obituary: ಹಿರಿಯ ವಕೀಲ ನಾರಾಯಣರೆಡ್ಡಿ ನಿಧನ <box>1252 1113 1502 1136</box>
photo-mutt-visit <box>1189 137 1565 394</box>
public-notice-body: ಈ ಮೇಲ್ಕಂಡ ಅರ್ಜಿದಾರರು ದಿನಾಂಕ: 10-05-1971 ರಂದು ಇದೇ ತಾಲ್ಲೂಕಿನ ಗ್ರಾಮದಲ್ಲಿ ಜನಿಸಿದ ಬಗ್ಗೆ ಜನನ ದಾಖಲೆ ನೋಂದಾಯಿಸಲು ಕೋರಿ ಈ ನ್ಯಾಯಾಲಯದಲ್ಲಿ ಅರ್ಜಿ ಸಲ್ಲಿಸಿರುತ್ತಾರೆ. ಈ ಬಗ್ಗೆ ಯಾರಿಗಾದರೂ ಆಕ್ಷೇಪಣೆಗಳಿದ್ದಲ್ಲಿ ದಿನಾಂಕ: 12-06-2025ರಂದು ಬೆಳಿಗ್ಗೆ 11-00 ಗಂಟೆಗೆ ಖುದ್ದಾಗಿ ಅಥವಾ ವಕೀಲರ ಮುಖಾಂತರ ಈ ನ್ಯಾಯಾಲಯಕ್ಕೆ ಹಾಜರಾಗಿ ಆಕ್ಷೇಪಣೆ ಸಲ್ಲಿಸಬಹುದು. ತಪ್ಪಿದಲ್ಲಿ ಅರ್ಜಿಯನ್ನು ಕಾನೂನು ರೀತಿಯಲ್ಲಿ ವಿಲೇವಾರಿ ಮಾಡಲಾಗುವುದು ಎಂದು ಈ ಮೂಲಕ ಪ್ರಕಟಿಸಲಾಗಿದೆ. ದಿನಾಂಕ: 05-04-2025ರಂದು ನ್ಯಾಯಾಲಯದ ಮುದ್ರೆಯೊಂದಿಗೆ ನೀಡಲಾಗಿದೆ. <box>1193 1698 1553 1787</box>
caption-lic-photo: ಕೋಲಾರ: ಎಲ್‌ಐಸಿ ಶಾಖೆಯಲ್ಲಿ ೨೫-೨೬ ನೇ ಸಾಲಿನ ಹೊಸ ವ್ಯವಹಾರ ಲಕ್ಷ್ಮಿ ಪೂಜೆಯೊಂದಿಗೆ ಪ್ರಾರಂಭಿಸಲಾಯಿತು. ಎನ್ ಸಿದ್ದೇಶ್ ಹಿರಿಯ ಶಾಖಾ ವ್ಯವಸ್ಥಾಪಕರು ಹಾಗೂ ಸಿಬ್ಬಂದಿ ವರ್ಗದವರು ಭಾಗವಹಿಸಿದ್ದರು. ಪೂಜಾ ಕಾರ್ಯಕ್ರಮವನ್ನು ಶ್ರೀಧರ ಶಾಸ್ತ್ರಿ ನೆರವೇರಿಸಿದರು. <box>998 647 1565 679</box>
